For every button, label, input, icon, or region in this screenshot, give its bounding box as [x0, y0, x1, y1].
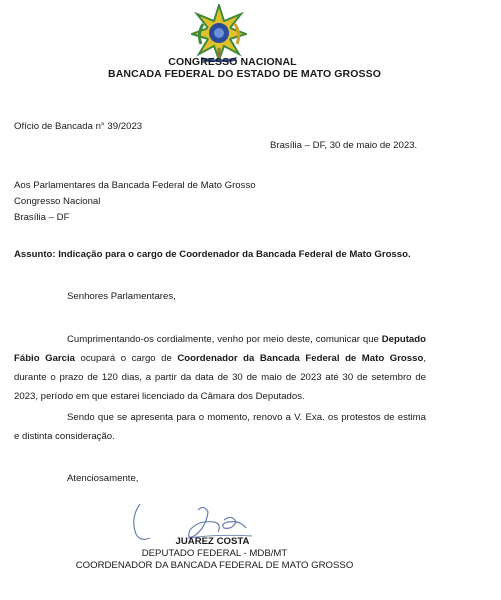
paragraph-1-part-2: ocupará o cargo de [75, 353, 178, 364]
signatory-title: COORDENADOR DA BANCADA FEDERAL DE MATO GROSSO [75, 560, 354, 571]
salutation: Senhores Parlamentares, [67, 291, 176, 302]
coat-of-arms-icon [191, 4, 247, 62]
deputy-name: Deputado Fábio Garcia [14, 334, 426, 364]
institution-title: CONGRESSO NACIONAL [168, 56, 297, 68]
paragraph-2-text: Sendo que se apresenta para o momento, renovo a V. Exa. os protestos de estima e distinta consideração. [14, 412, 426, 442]
paragraph-1-part-1: Cumprimentando-os cordialmente, venho por meio deste, comunicar que [67, 334, 382, 345]
recipient-line-3: Brasília – DF [14, 212, 70, 223]
subject-line: Assunto: Indicação para o cargo de Coordenador da Bancada Federal de Mato Grosso. [14, 249, 411, 260]
paragraph-1-part-3: , durante o prazo de 120 dias, a partir da data de 30 de maio de 2023 até 30 de setembro de 2023, período em que estarei licenciado da Câmara dos Deputados. [14, 353, 426, 402]
letter-reference: Ofício de Bancada n° 39/2023 [14, 121, 143, 132]
paragraph-1 [14, 330, 426, 406]
recipient-line-1: Aos Parlamentares da Bancada Federal de Mato Grosso [14, 180, 256, 191]
recipient-line-2: Congresso Nacional [14, 196, 101, 207]
closing: Atenciosamente, [67, 473, 139, 484]
bench-title: BANCADA FEDERAL DO ESTADO DE MATO GROSSO [108, 68, 381, 80]
signatory-role: DEPUTADO FEDERAL - MDB/MT [141, 548, 288, 559]
signatory-name: JUAREZ COSTA [175, 536, 250, 547]
position-title: Coordenador da Bancada Federal de Mato Grosso [177, 353, 424, 364]
paragraph-2 [14, 408, 426, 446]
place-date: Brasília – DF, 30 de maio de 2023. [270, 140, 418, 151]
